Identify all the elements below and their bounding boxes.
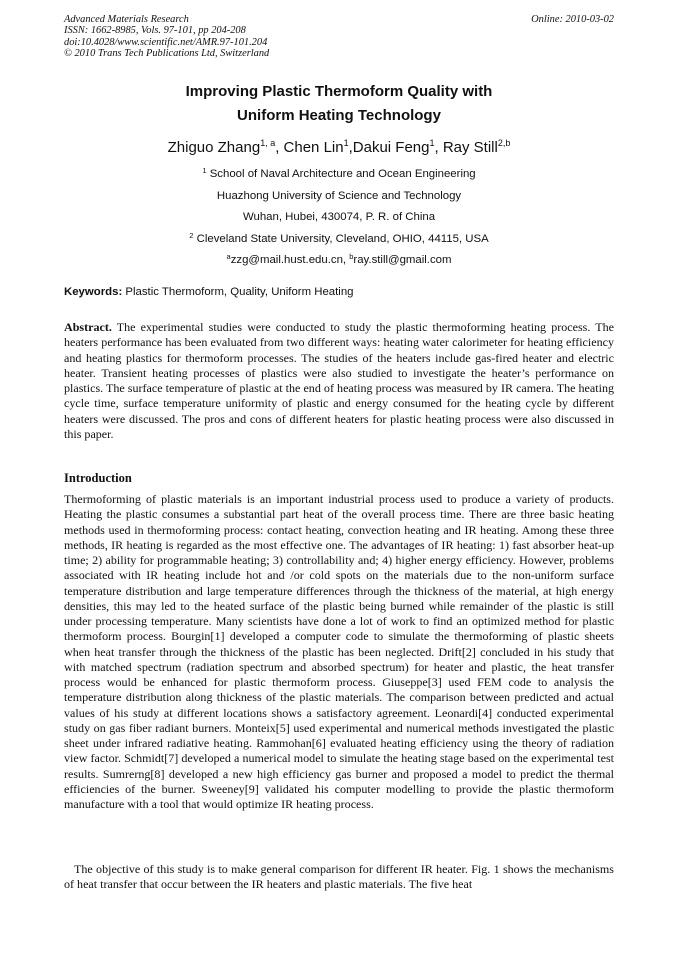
affil-text: School of Naval Architecture and Ocean Engineering	[206, 168, 476, 180]
abstract-label: Abstract.	[64, 320, 112, 334]
email-mark: b	[349, 252, 354, 261]
online-date: Online: 2010-03-02	[531, 14, 614, 25]
author-affil-mark: 1	[343, 138, 349, 148]
author-affil-mark: 1	[429, 138, 435, 148]
introduction-paragraph-1: Thermoforming of plastic materials is an important industrial process used to produce a variety of products. Heating the plastic consumes a substantial part heat of the overall process time. There are three basic heating methods used in thermoforming process: contact heating, convection heating and IR heating. Among these three methods, IR heating is regarded as the most effective one. The advantages of IR heating: 1) fast absorber heat-up time; 2) ability for programmable heating; 3) controllability and; 4) higher energy efficiency. However, problems associated with IR heating include hot and /or cold spots on the materials due to the non-uniform surface temperature distribution and large temperature differences through the thickness of the material, at high energy densities, this may led to the heated surface of the plastic being burned while remainder of the plastic is still under processing temperature. Many scientists have done a lot of work to find an optimized method for plastic thermoform process. Bourgin[1] developed a computer code to simulate the thermoforming of plastic sheets when heat transfer through the thickness of the plastic has been neglected. Drift[2] concluded in his study that with matched spectrum (radiation spectrum and absorbed spectrum) for heater and plastic, the heat transfer process would be enhanced for plastic thermoform process. Giuseppe[3] used FEM code to analysis the temperature distribution along thickness of the plastic materials. The comparison between predicted and actual values of his study at different locations shows a satisfactory agreement. Leonardi[4] conducted experimental study on gas fiber radiant burners. Monteix[5] used experimental and numerical methods investigated the plastic sheet under infrared radiative heating. Rammohan[6] evaluated heating efficiency using the theory of radiation view factor. Schmidt[7] developed a numerical model to simulate the heating stage based on the experimental test results. Sumrerng[8] developed a new high efficiency gas burner and proposed a model to predict the thermal efficiencies of the burner. Sweeney[9] validated his computer modelling to provide the plastic thermoform manufacture with a tool that would optimize IR heating process.	[64, 492, 614, 811]
affiliation-2	[64, 229, 614, 251]
author-emails	[64, 250, 614, 272]
title-line-2: Uniform Heating Technology	[237, 107, 441, 124]
author-name: ,Dakui Feng	[348, 139, 430, 156]
email-address: zzg@mail.hust.edu.cn,	[230, 254, 350, 266]
abstract	[64, 320, 614, 442]
affiliation-1	[64, 164, 614, 186]
affiliation-1-address: Wuhan, Hubei, 430074, P. R. of China	[242, 211, 436, 223]
email-address: ray.still@gmail.com	[353, 254, 452, 266]
abstract-text: The experimental studies were conducted to study the plastic thermoforming heating process. The heaters performance has been evaluated from two different ways: heating water calorimeter for heating efficiency and heating plastics for thermoform processes. The studies of the heaters include gas-fired heater and electric heater. Transient heating processes of plastics were also studied to investigate the heater’s performance on plastics. The surface temperature of plastic at the end of heating process was measured by IR camera. The heating cycle time, surface temperature uniformity of plastic and energy consumed for the heating cycle by different heaters were discussed. The pros and cons of different heaters for plastic heating process were also discussed in this paper.	[64, 320, 614, 441]
section-heading-introduction: Introduction	[64, 471, 132, 485]
email-mark: a	[226, 252, 231, 261]
affil-mark: 2	[189, 230, 194, 240]
author-affil-mark: 2,b	[497, 138, 511, 148]
keywords-label: Keywords:	[64, 286, 123, 298]
author-list	[64, 138, 614, 158]
affil-text: Cleveland State University, Cleveland, OHIO, 44115, USA	[193, 232, 489, 245]
journal-issn: ISSN: 1662-8985, Vols. 97-101, pp 204-208	[64, 25, 246, 37]
author-name: Zhiguo Zhang	[167, 139, 261, 156]
journal-doi: doi:10.4028/www.scientific.net/AMR.97-101.204	[64, 36, 268, 48]
journal-name: Advanced Materials Research	[64, 14, 189, 25]
journal-copyright: © 2010 Trans Tech Publications Ltd, Switzerland	[64, 48, 270, 60]
keywords-text: Plastic Thermoform, Quality, Uniform Heating	[122, 286, 354, 298]
journal-info	[64, 14, 384, 60]
title-line-1: Improving Plastic Thermoform Quality with	[185, 83, 493, 100]
paper-title	[64, 80, 614, 128]
affil-mark: 1	[202, 166, 207, 175]
affiliation-1-university: Huazhong University of Science and Technology	[216, 189, 462, 202]
author-name: , Ray Still	[434, 139, 498, 156]
affiliations	[64, 164, 614, 272]
introduction-paragraph-2: The objective of this study is to make general comparison for different IR heater. Fig. 1 shows the mechanisms of heat transfer that occur between the IR heaters and plastic materials. The five heat	[64, 862, 614, 892]
keywords	[64, 285, 614, 300]
author-name: , Chen Lin	[275, 139, 344, 156]
author-affil-mark: 1, a	[260, 138, 276, 148]
